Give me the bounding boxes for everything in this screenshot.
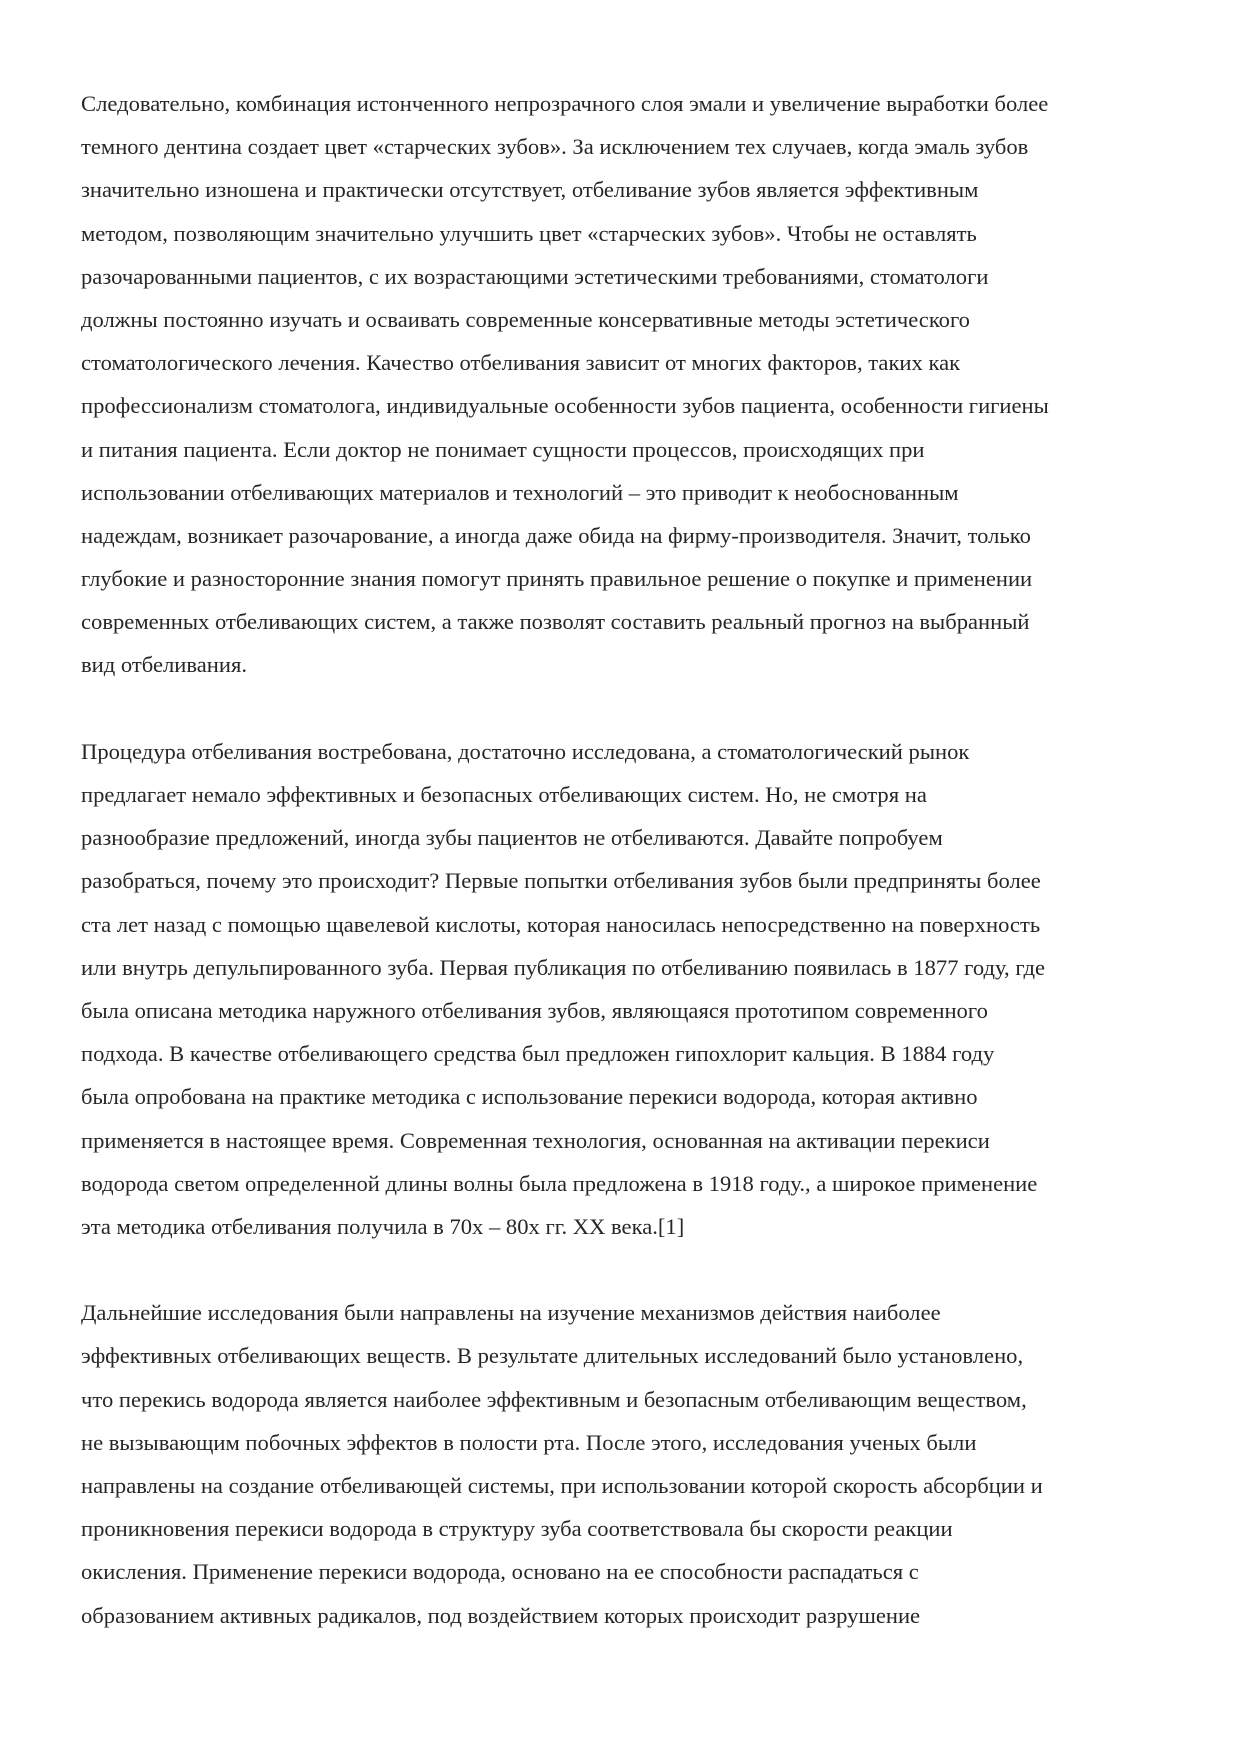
text-line: использовании отбеливающих материалов и технологий – это приводит к необоснованным xyxy=(81,479,959,505)
text-line: темного дентина создает цвет «старческих зубов». За исключением тех случаев, когда эмаль зубов xyxy=(81,134,1029,160)
paragraph-spacer xyxy=(81,1248,1171,1291)
text-line: водорода светом определенной длины волны была предложена в 1918 году., а широкое применение xyxy=(81,1170,1038,1196)
text-line: была описана методика наружного отбеливания зубов, являющаяся прототипом современного xyxy=(81,997,988,1023)
text-line: Процедура отбеливания востребована, достаточно исследована, а стоматологический рынок xyxy=(81,738,970,764)
paragraph xyxy=(81,82,1171,687)
text-line: ста лет назад с помощью щавелевой кислоты, которая наносилась непосредственно на поверхность xyxy=(81,911,1041,937)
text-line: проникновения перекиси водорода в структуру зуба соответствовала бы скорости реакции xyxy=(81,1516,953,1542)
text-line: Следовательно, комбинация истонченного непрозрачного слоя эмали и увеличение выработки более xyxy=(81,91,1049,116)
text-line: стоматологического лечения. Качество отбеливания зависит от многих факторов, таких как xyxy=(81,350,961,376)
text-line: значительно изношена и практически отсутствует, отбеливание зубов является эффективным xyxy=(81,177,979,203)
text-line: направлены на создание отбеливающей системы, при использовании которой скорость абсорбции и xyxy=(81,1473,1043,1498)
text-line: образованием активных радикалов, под воздействием которых происходит разрушение xyxy=(81,1602,921,1628)
paragraph-spacer xyxy=(81,687,1171,730)
text-line: была опробована на практике методика с использование перекиси водорода, которая активно xyxy=(81,1084,978,1110)
text-line: и питания пациента. Если доктор не понимает сущности процессов, происходящих при xyxy=(81,436,925,462)
text-line: эффективных отбеливающих веществ. В результате длительных исследований было установлено, xyxy=(81,1343,1024,1369)
text-line: разнообразие предложений, иногда зубы пациентов не отбеливаются. Давайте попробуем xyxy=(81,825,943,851)
text-line: Дальнейшие исследования были направлены на изучение механизмов действия наиболее xyxy=(81,1300,941,1326)
text-line: глубокие и разносторонние знания помогут принять правильное решение о покупке и применении xyxy=(81,566,1033,592)
text-line: эта методика отбеливания получила в 70х – 80х гг. XX века.[1] xyxy=(81,1213,685,1239)
text-line: разочарованными пациентов, с их возрастающими эстетическими требованиями, стоматологи xyxy=(81,263,989,289)
text-line: профессионализм стоматолога, индивидуальные особенности зубов пациента, особенности гигиены xyxy=(81,393,1049,419)
text-line: методом, позволяющим значительно улучшить цвет «старческих зубов». Чтобы не оставлять xyxy=(81,220,977,246)
text-line: окисления. Применение перекиси водорода, основано на ее способности распадаться с xyxy=(81,1559,919,1585)
text-line: разобраться, почему это происходит? Первые попытки отбеливания зубов были предприняты более xyxy=(81,868,1041,894)
text-line: подхода. В качестве отбеливающего средства был предложен гипохлорит кальция. В 1884 году xyxy=(81,1041,995,1067)
text-line: надеждам, возникает разочарование, а иногда даже обида на фирму-производителя. Значит, только xyxy=(81,522,1031,548)
text-line: должны постоянно изучать и осваивать современные консервативные методы эстетического xyxy=(81,306,970,332)
text-line: вид отбеливания. xyxy=(81,652,247,678)
paragraph xyxy=(81,730,1171,1248)
text-line: предлагает немало эффективных и безопасных отбеливающих систем. Но, не смотря на xyxy=(81,782,927,807)
text-line: современных отбеливающих систем, а также позволят составить реальный прогноз на выбранный xyxy=(81,609,1030,635)
paragraph xyxy=(81,1291,1171,1637)
text-line: применяется в настоящее время. Современная технология, основанная на активации перекиси xyxy=(81,1127,990,1153)
text-line: не вызывающим побочных эффектов в полости рта. После этого, исследования ученых были xyxy=(81,1429,977,1455)
document-body xyxy=(81,82,1171,1637)
text-line: или внутрь депульпированного зуба. Первая публикация по отбеливанию появилась в 1877 году, где xyxy=(81,954,1045,980)
text-line: что перекись водорода является наиболее эффективным и безопасным отбеливающим веществом, xyxy=(81,1386,1027,1412)
